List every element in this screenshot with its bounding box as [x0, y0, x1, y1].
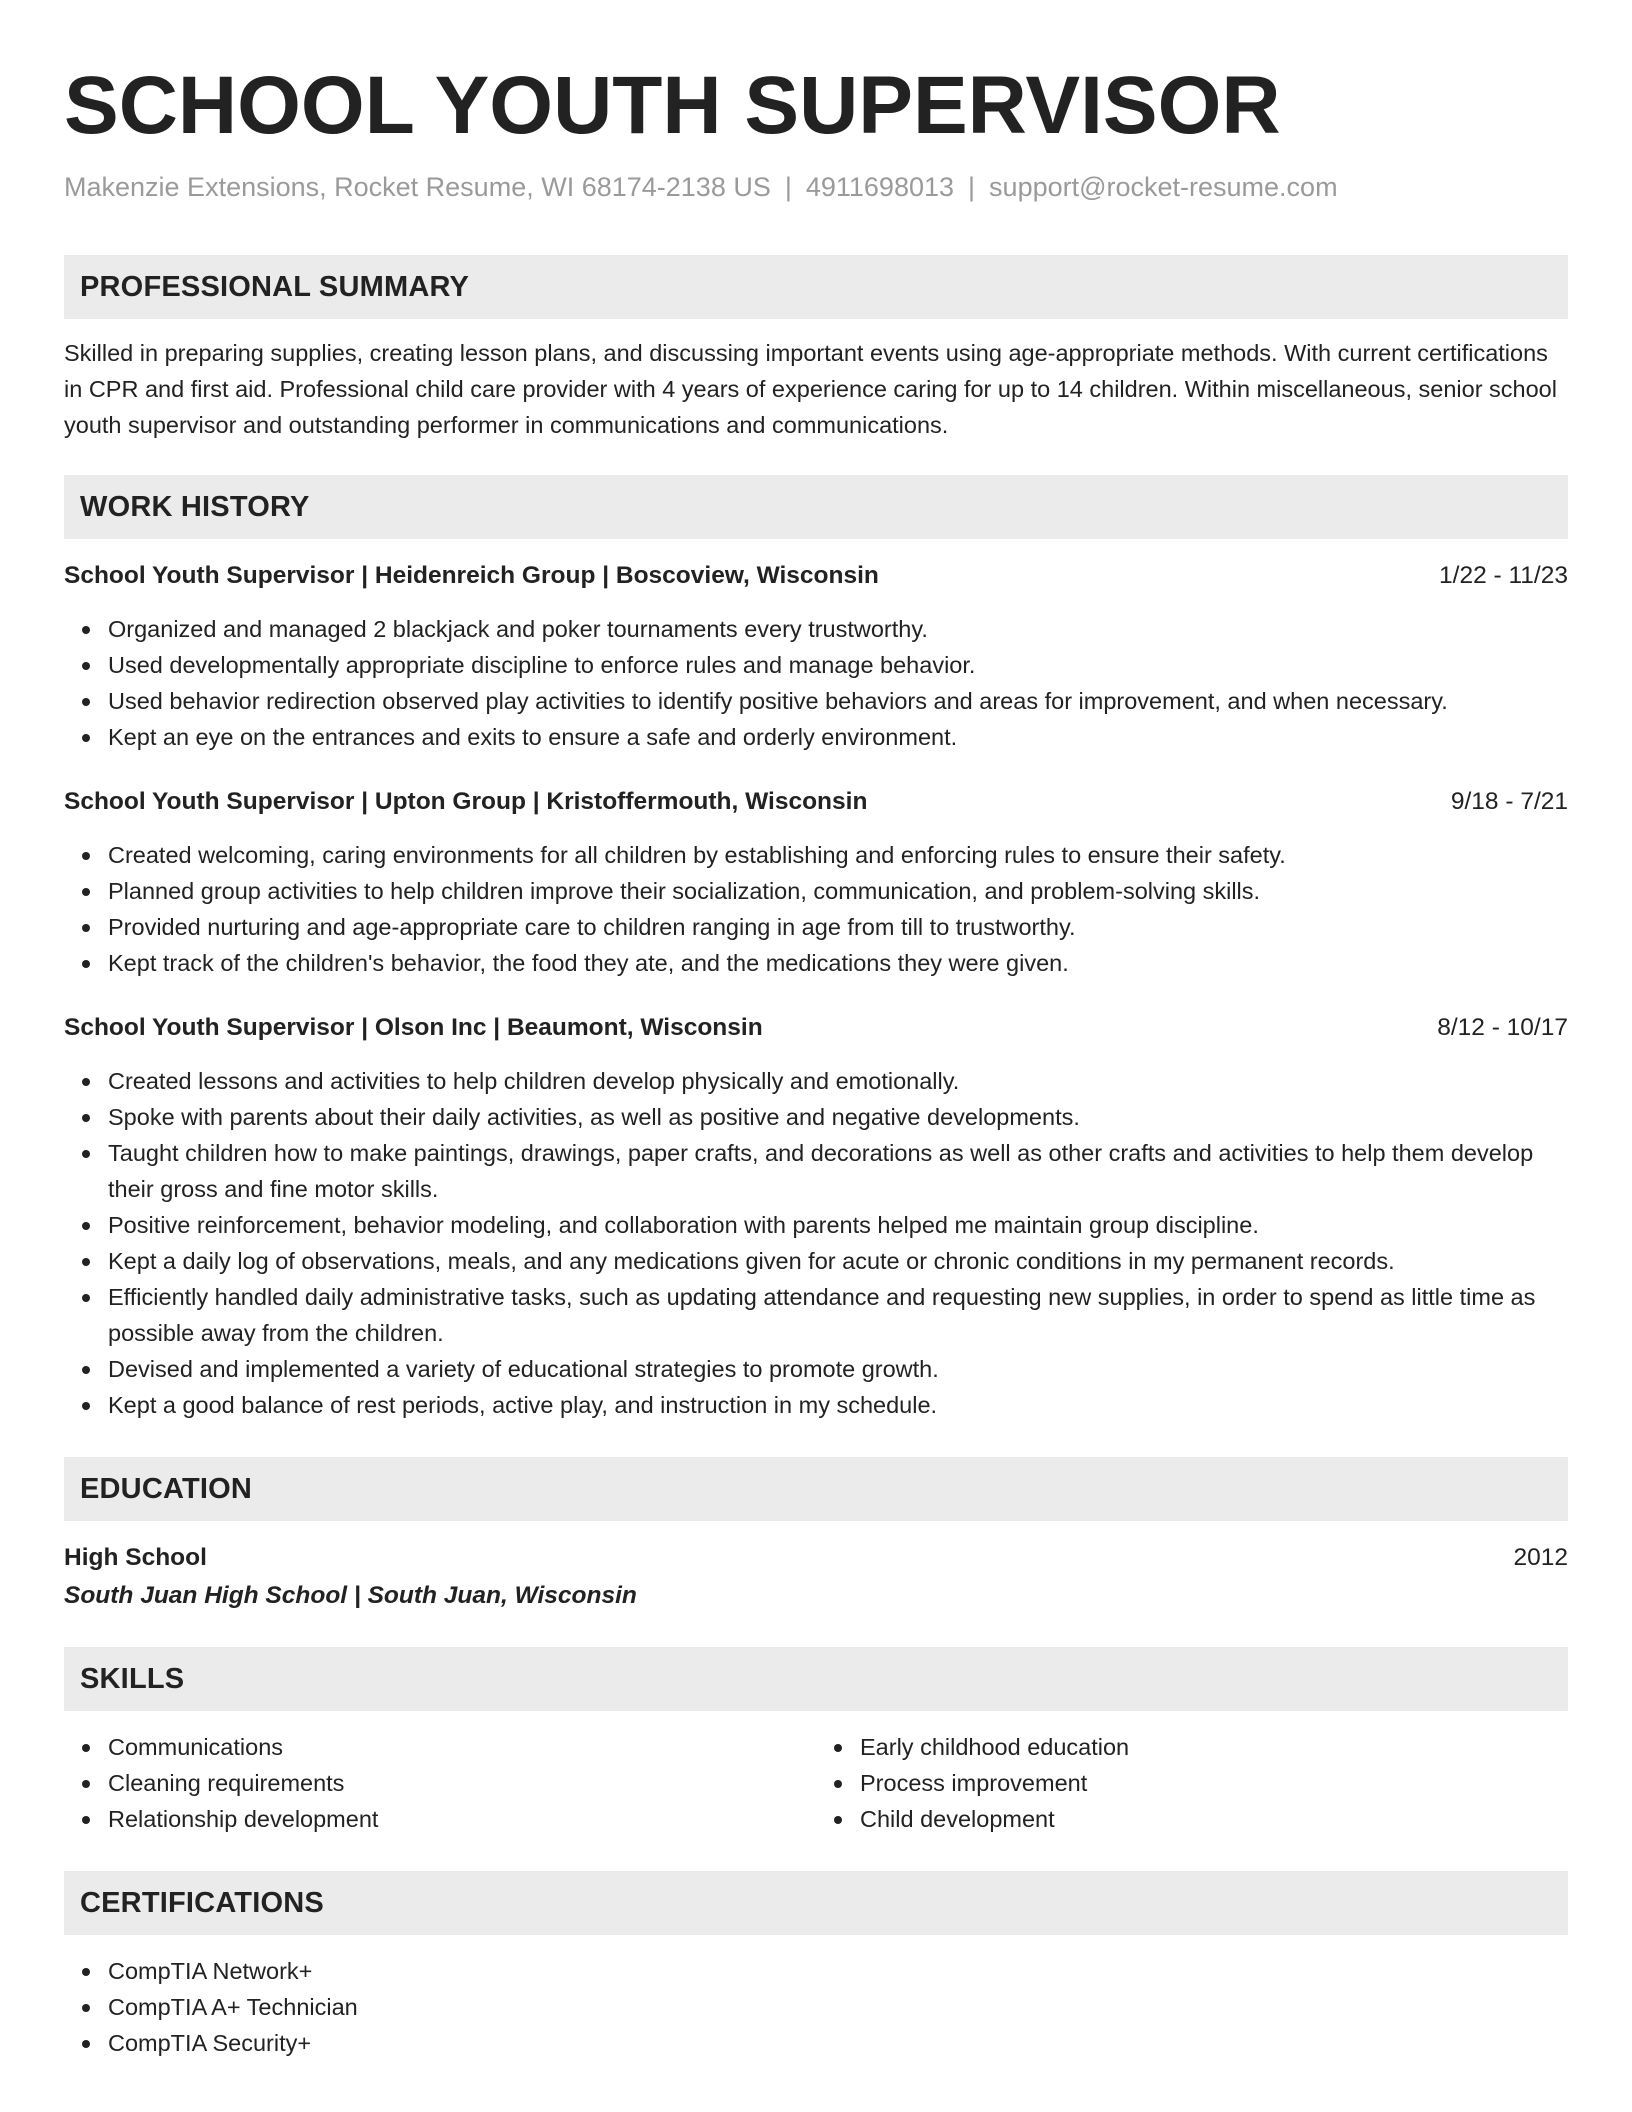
job-dates: 8/12 - 10/17: [1437, 1014, 1568, 1041]
contact-separator: |: [784, 172, 792, 202]
job-entry: [64, 559, 1568, 755]
job-bullet: Kept a good balance of rest periods, active play, and instruction in my schedule.: [108, 1387, 1568, 1423]
section-heading-certifications: CERTIFICATIONS: [64, 1871, 1568, 1935]
job-bullet: Spoke with parents about their daily activities, as well as positive and negative developments.: [108, 1099, 1568, 1135]
job-bullet: Kept track of the children's behavior, the food they ate, and the medications they were given.: [108, 945, 1568, 981]
job-title: School Youth Supervisor | Olson Inc | Beaumont, Wisconsin: [64, 1014, 763, 1041]
job-bullet: Taught children how to make paintings, drawings, paper crafts, and decorations as well as other crafts and activities to help them develop their gross and fine motor skills.: [108, 1135, 1568, 1207]
certification-item: CompTIA Security+: [108, 2025, 1568, 2061]
job-bullet: Devised and implemented a variety of educational strategies to promote growth.: [108, 1351, 1568, 1387]
section-heading-work-history: WORK HISTORY: [64, 475, 1568, 539]
skill-item: Cleaning requirements: [108, 1765, 816, 1801]
job-bullet: Provided nurturing and age-appropriate care to children ranging in age from till to trustworthy.: [108, 909, 1568, 945]
education-degree: High School: [64, 1544, 207, 1571]
job-bullet: Efficiently handled daily administrative tasks, such as updating attendance and requesting new supplies, in order to spend as little time as possible away from the children.: [108, 1279, 1568, 1351]
education-year: 2012: [1513, 1544, 1568, 1571]
certification-item: CompTIA A+ Technician: [108, 1989, 1568, 2025]
job-header: [64, 1011, 1568, 1045]
education-school: South Juan High School | South Juan, Wisconsin: [64, 1582, 637, 1609]
section-heading-summary: PROFESSIONAL SUMMARY: [64, 255, 1568, 319]
contact-line: [64, 172, 1568, 203]
summary-text: Skilled in preparing supplies, creating lesson plans, and discussing important events using age-appropriate methods. With current certifications in CPR and first aid. Professional child care provider with 4 years of experience caring for up to 14 children. Within miscellaneous, senior school youth supervisor and outstanding performer in communications and communications.: [64, 340, 1557, 438]
job-bullets: [64, 1063, 1568, 1423]
skills-list-right: [816, 1729, 1568, 1837]
job-bullet: Created welcoming, caring environments for all children by establishing and enforcing rules to ensure their safety.: [108, 837, 1568, 873]
skills-columns: [64, 1711, 1568, 1837]
job-entry: [64, 1011, 1568, 1423]
contact-address: Makenzie Extensions, Rocket Resume, WI 68174-2138 US: [64, 172, 771, 202]
education-header: [64, 1541, 1568, 1575]
certification-item: CompTIA Network+: [108, 1953, 1568, 1989]
job-header: [64, 785, 1568, 819]
section-heading-education: EDUCATION: [64, 1457, 1568, 1521]
skill-item: Early childhood education: [860, 1729, 1568, 1765]
job-bullet: Kept an eye on the entrances and exits to ensure a safe and orderly environment.: [108, 719, 1568, 755]
contact-phone: 4911698013: [805, 172, 955, 202]
job-entry: [64, 785, 1568, 981]
certifications-list: [64, 1953, 1568, 2061]
job-bullet: Planned group activities to help children improve their socialization, communication, and problem-solving skills.: [108, 873, 1568, 909]
resume-name: SCHOOL YOUTH SUPERVISOR: [64, 60, 1281, 151]
job-bullet: Organized and managed 2 blackjack and poker tournaments every trustworthy.: [108, 611, 1568, 647]
job-bullet: Created lessons and activities to help children develop physically and emotionally.: [108, 1063, 1568, 1099]
skill-item: Relationship development: [108, 1801, 816, 1837]
section-heading-skills: SKILLS: [64, 1647, 1568, 1711]
job-dates: 1/22 - 11/23: [1439, 562, 1568, 589]
job-bullet: Positive reinforcement, behavior modeling, and collaboration with parents helped me maintain group discipline.: [108, 1207, 1568, 1243]
job-bullet: Kept a daily log of observations, meals, and any medications given for acute or chronic conditions in my permanent records.: [108, 1243, 1568, 1279]
contact-email[interactable]: support@rocket-resume.com: [989, 172, 1338, 202]
contact-separator: |: [968, 172, 976, 202]
job-dates: 9/18 - 7/21: [1450, 788, 1568, 815]
job-bullet: Used developmentally appropriate discipline to enforce rules and manage behavior.: [108, 647, 1568, 683]
job-title: School Youth Supervisor | Upton Group | Kristoffermouth, Wisconsin: [64, 788, 868, 815]
resume-page: [64, 58, 1568, 2061]
job-bullets: [64, 611, 1568, 755]
job-header: [64, 559, 1568, 593]
job-bullets: [64, 837, 1568, 981]
job-bullet: Used behavior redirection observed play activities to identify positive behaviors and areas for improvement, and when necessary.: [108, 683, 1568, 719]
job-title: School Youth Supervisor | Heidenreich Group | Boscoview, Wisconsin: [64, 562, 879, 589]
skill-item: Child development: [860, 1801, 1568, 1837]
skills-list-left: [64, 1729, 816, 1837]
skill-item: Process improvement: [860, 1765, 1568, 1801]
skill-item: Communications: [108, 1729, 816, 1765]
